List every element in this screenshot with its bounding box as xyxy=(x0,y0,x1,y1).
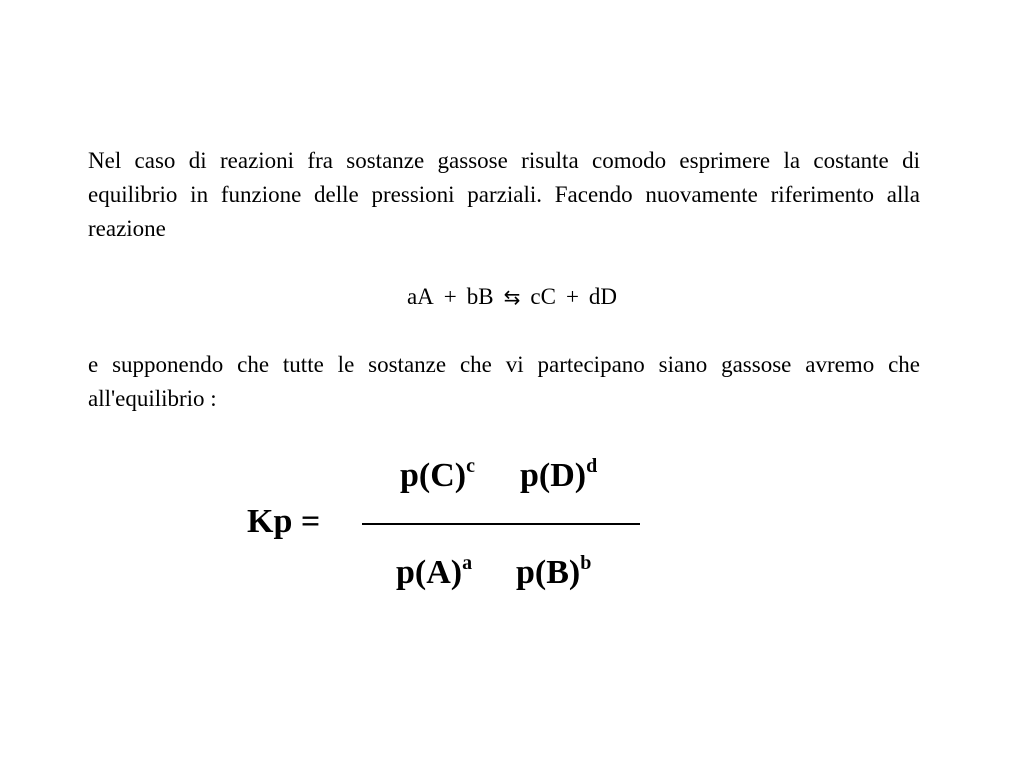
reactant-b: bB xyxy=(466,284,494,309)
plus-sign: + xyxy=(565,284,579,309)
term-base: p(D) xyxy=(520,457,587,494)
numerator-term-d xyxy=(520,456,597,496)
term-base: p(C) xyxy=(400,457,467,494)
reactant-a: aA xyxy=(406,284,434,309)
term-exponent: d xyxy=(586,455,598,477)
intro-paragraph: Nel caso di reazioni fra sostanze gassose risulta comodo esprimere la costante di equilibrio in funzione delle pressioni parziali. Facendo nuovamente riferimento alla reazione xyxy=(88,148,920,241)
term-exponent: a xyxy=(462,552,473,574)
numerator-term-c xyxy=(400,456,475,496)
denominator-term-a xyxy=(396,553,472,593)
term-base: p(B) xyxy=(516,554,581,591)
term-exponent: c xyxy=(466,455,475,477)
fraction-bar xyxy=(362,523,640,525)
term-exponent: b xyxy=(580,552,592,574)
term-base: p(A) xyxy=(396,554,463,591)
kp-label: Kp = xyxy=(247,503,321,540)
product-d: dD xyxy=(588,284,618,309)
denominator-term-b xyxy=(516,553,591,593)
condition-paragraph: e supponendo che tutte le sostanze che vi partecipano siano gassose avremo che all'equilibrio : xyxy=(88,352,920,411)
plus-sign: + xyxy=(443,284,457,309)
product-c: cC xyxy=(530,284,556,309)
equilibrium-arrow-icon: ⇆ xyxy=(503,285,521,309)
